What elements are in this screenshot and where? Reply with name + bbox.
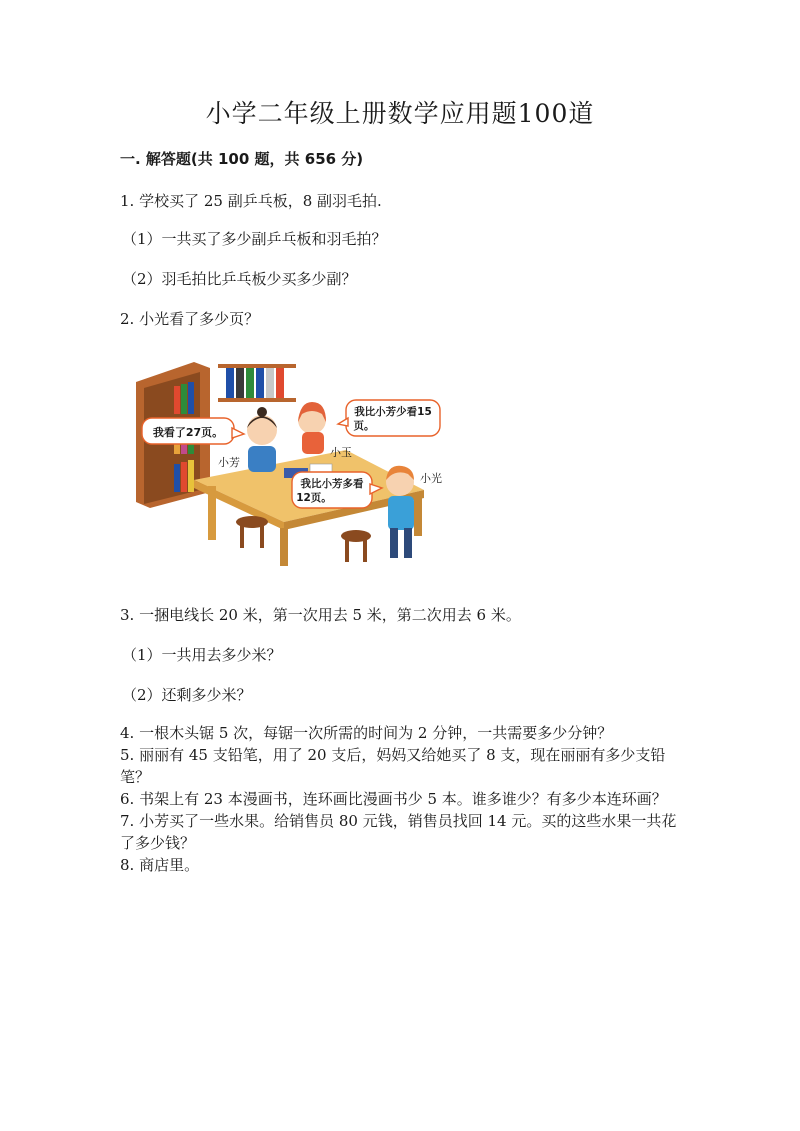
speech-bubble-xiaofang — [142, 418, 244, 444]
bubble-text-xiaoyu-1: 我比小芳少看15 — [354, 406, 432, 418]
reading-room-illustration — [134, 352, 446, 566]
speech-bubble-xiaoguang — [292, 472, 382, 508]
page-title: 小学二年级上册数学应用题100道 — [205, 99, 595, 128]
question-3-part-1: （1）一共用去多少米？ — [122, 646, 282, 664]
question-2: 2. 小光看了多少页？ — [120, 310, 260, 328]
questions-4-to-8 — [120, 722, 680, 876]
question-7: 7. 小芳买了一些水果。给销售员 80 元钱，销售员找回 14 元。买的这些水果一共花了多少钱？ — [120, 812, 677, 852]
girl-xiaoyu — [298, 402, 326, 454]
girl-xiaofang — [247, 407, 277, 472]
question-8: 8. 商店里。 — [120, 856, 200, 874]
question-6: 6. 书架上有 23 本漫画书，连环画比漫画书少 5 本。谁多谁少？有多少本连环画？ — [120, 790, 667, 808]
question-1-part-2: （2）羽毛拍比乒乓板少买多少副？ — [122, 270, 357, 288]
section-heading: 一. 解答题(共 100 题，共 656 分) — [120, 150, 364, 168]
question-4: 4. 一根木头锯 5 次，每锯一次所需的时间为 2 分钟，一共需要多少分钟？ — [120, 724, 613, 742]
label-xiaoyu: 小玉 — [330, 446, 352, 459]
question-1: 1. 学校买了 25 副乒乓板，8 副羽毛拍. — [120, 192, 382, 210]
question-3: 3. 一捆电线长 20 米，第一次用去 5 米，第二次用去 6 米。 — [120, 606, 521, 624]
question-3-part-2: （2）还剩多少米？ — [122, 686, 252, 704]
bubble-text-xiaoguang-1: 我比小芳多看 — [300, 478, 364, 490]
boy-xiaoguang — [386, 466, 414, 558]
label-xiaofang: 小芳 — [218, 456, 240, 469]
wall-books — [218, 364, 296, 402]
speech-bubble-xiaoyu — [338, 400, 440, 436]
bubble-text-xiaoguang-2: 12页。 — [296, 492, 332, 504]
question-5: 5. 丽丽有 45 支铅笔，用了 20 支后，妈妈又给她买了 8 支，现在丽丽有多少支铅笔？ — [120, 746, 666, 786]
bubble-text-xiaoyu-2: 页。 — [353, 420, 375, 432]
question-1-part-1: （1）一共买了多少副乒乓板和羽毛拍？ — [122, 230, 387, 248]
label-xiaoguang: 小光 — [420, 472, 442, 485]
bubble-text-xiaofang: 我看了27页。 — [152, 426, 224, 439]
